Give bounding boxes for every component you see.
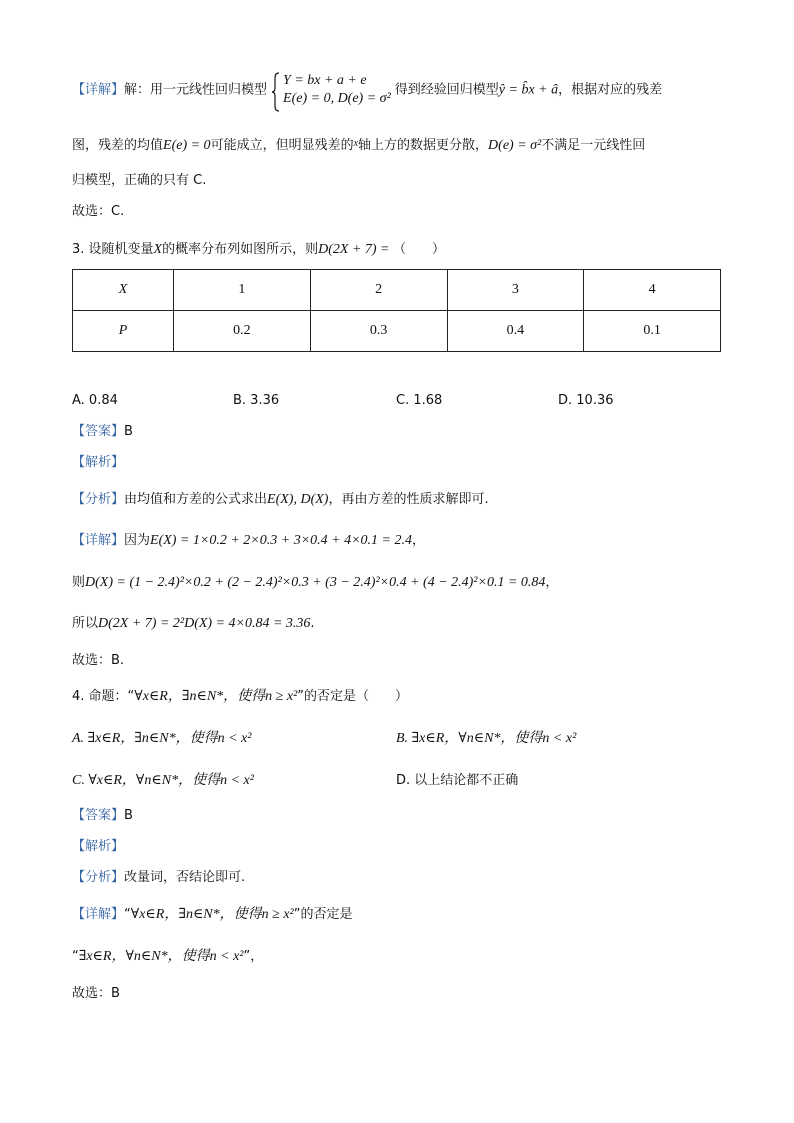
detail-tag: 【详解】 (72, 82, 125, 98)
table-cell: 0.1 (584, 311, 721, 352)
answer-tag: 【答案】 (72, 808, 125, 823)
system-equation-2: E(e) = 0, D(e) = σ² (283, 91, 391, 106)
q2-line2-text-a: 图，残差的均值 (72, 138, 164, 153)
answer-value: B (124, 424, 133, 439)
q4-stem-text-b: ”的否定是（ ） (297, 689, 408, 704)
table-cell: 0.3 (310, 311, 447, 352)
q2-detail-text-b: 得到经验回归模型 (394, 82, 499, 98)
q3-variance-line (72, 573, 558, 593)
table-row (73, 270, 721, 311)
q3-stem (72, 240, 445, 260)
probability-table (72, 269, 721, 352)
q3-stem-text-b: 的概率分布列如图所示，则 (162, 242, 319, 257)
detail-tag: 【详解】 (72, 907, 125, 922)
equation-system (271, 72, 391, 108)
q4-stem (72, 687, 408, 707)
q3-analysis-tag: 【解析】 (72, 455, 125, 470)
q4-detail-text-b: ”的否定是 (293, 907, 353, 922)
model-equation: ŷ = b̂x + â (498, 82, 559, 98)
q4-negation-open: “ (72, 949, 79, 964)
q2-line2-text-d: 不满足一元线性回 (541, 138, 646, 153)
q4-negation (72, 947, 263, 967)
q2-line-2 (72, 134, 645, 156)
table-row (73, 311, 721, 352)
q4-detail (72, 905, 352, 925)
detail-tag: 【详解】 (72, 533, 125, 548)
q3-result-prefix: 所以 (72, 616, 99, 631)
q3-answer (72, 422, 133, 442)
answer-tag: 【答案】 (72, 424, 125, 439)
q3-stem-expression: D(2X + 7) = (318, 242, 394, 257)
q3-stem-text-a: 3. 设随机变量 (72, 242, 154, 257)
table-row-head: X (73, 270, 174, 311)
table-cell: 0.2 (174, 311, 311, 352)
axis-variable: x (353, 138, 359, 149)
q2-line2-text-b: 可能成立，但明显残差的 (210, 138, 354, 153)
analyze-tag: 【分析】 (72, 870, 125, 885)
q2-choose: 故选：C. (72, 204, 125, 219)
q3-detail-text-a: 因为 (124, 533, 151, 548)
q4-stem-text-a: 4. 命题：“ (72, 689, 135, 704)
q3-result-end: . (310, 616, 315, 631)
q4-option-b: B. ∃x∈R，∀n∈N*，使得n < x² (396, 731, 577, 746)
q4-option-d: D. 以上结论都不正确 (396, 773, 519, 788)
answer-value: B (124, 808, 133, 823)
q3-detail-end: ， (411, 533, 425, 548)
q3-variance-prefix: 则 (72, 575, 86, 590)
q4-analysis-tag: 【解析】 (72, 839, 125, 854)
table-cell: 1 (174, 270, 311, 311)
q3-variance-end: ， (545, 575, 559, 590)
q4-detail-text-a: “ (124, 907, 131, 922)
q3-option-a: A. 0.84 (72, 393, 118, 408)
q3-analyze-text-a: 由均值和方差的公式求出 (124, 492, 268, 507)
q4-detail-proposition: ∀x∈R，∃n∈N*，使得n ≥ x² (130, 907, 294, 922)
mean-equation: E(e) = 0 (163, 138, 211, 153)
variance-calculation: D(X) = (1 − 2.4)²×0.2 + (2 − 2.4)²×0.3 + (3 − 2.4)²×0.4 + (4 − 2.4)²×0.1 = 0.84 (85, 575, 546, 590)
q3-stem-var: X (153, 242, 163, 257)
q2-line2-text-c: 轴上方的数据更分散， (358, 138, 489, 153)
q2-detail-text-c: ，根据对应的残差 (558, 82, 663, 98)
table-cell: 4 (584, 270, 721, 311)
q4-option-a: A. ∃x∈R，∃n∈N*，使得n < x² (72, 731, 252, 746)
expectation-equation: E(X) = 1×0.2 + 2×0.3 + 3×0.4 + 4×0.1 = 2.4 (150, 533, 412, 548)
q3-result-line (72, 614, 315, 634)
table-cell: 3 (447, 270, 584, 311)
table-row-head: P (73, 311, 174, 352)
q3-choose: 故选：B. (72, 653, 125, 668)
q4-choose: 故选：B (72, 986, 120, 1001)
q3-option-b: B. 3.36 (233, 393, 280, 408)
q3-analyze-text-b: ，再由方差的性质求解即可. (328, 492, 489, 507)
q4-proposition: ∀x∈R，∃n∈N*，使得n ≥ x² (134, 689, 298, 704)
q3-analyze-expression: E(X), D(X) (267, 492, 329, 507)
q2-detail-text-a: 解：用一元线性回归模型 (124, 82, 268, 98)
q3-option-d: D. 10.36 (558, 393, 614, 408)
q4-analyze (72, 868, 245, 888)
q4-option-c: C. ∀x∈R，∀n∈N*，使得n < x² (72, 773, 254, 788)
q3-option-c: C. 1.68 (396, 393, 443, 408)
q4-analyze-text: 改量词，否结论即可. (124, 870, 246, 885)
q4-negation-close: ”， (243, 949, 264, 964)
table-cell: 0.4 (447, 311, 584, 352)
system-equation-1: Y = bx + a + e (283, 73, 367, 88)
q2-line-3: 归模型，正确的只有 C. (72, 173, 207, 188)
left-brace-icon (271, 72, 281, 112)
negated-proposition: ∃x∈R，∀n∈N*，使得n < x² (78, 949, 244, 964)
analyze-tag: 【分析】 (72, 492, 125, 507)
q3-stem-paren: （ ） (393, 242, 446, 257)
table-cell: 2 (310, 270, 447, 311)
q4-answer (72, 806, 133, 826)
variance-equation: D(e) = σ² (488, 138, 542, 153)
q3-detail (72, 531, 425, 551)
q3-analyze (72, 490, 489, 510)
result-equation: D(2X + 7) = 2²D(X) = 4×0.84 = 3.36 (98, 616, 311, 631)
q2-detail-line (72, 72, 662, 108)
